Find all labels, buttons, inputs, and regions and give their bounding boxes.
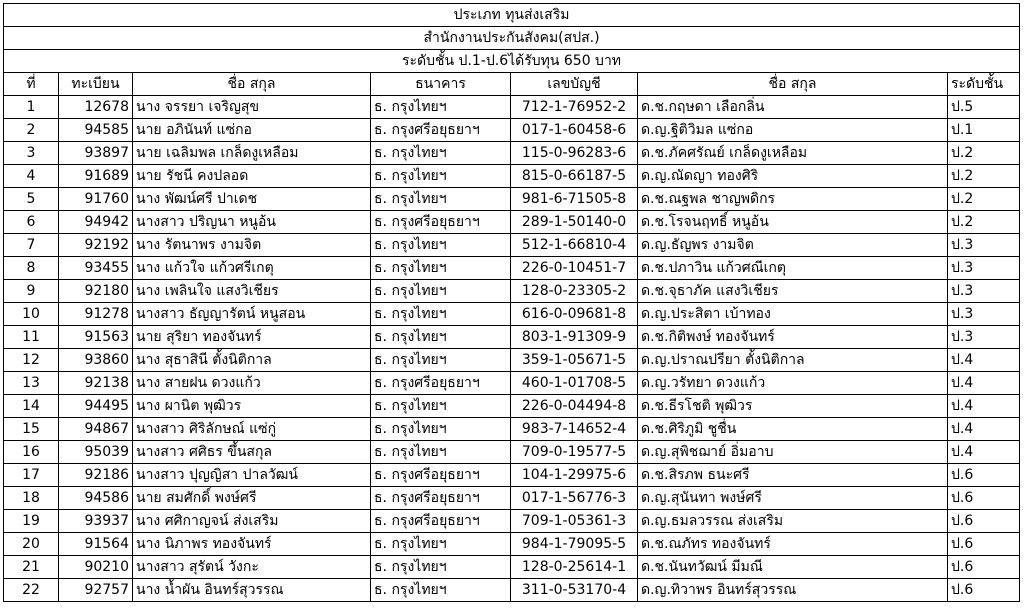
cell-account: 289-1-50140-0 xyxy=(511,211,638,234)
cell-registration: 91760 xyxy=(59,188,133,211)
cell-parent-name: นางสาว ศศิธร ขึ้นสกุล xyxy=(133,441,371,464)
cell-grade: ป.6 xyxy=(948,556,1020,579)
cell-student-name: ด.ช.ธีรโชติ พุฒิวร xyxy=(638,395,948,418)
sheet-title: ประเภท ทุนส่งเสริม xyxy=(4,4,1020,27)
cell-account: 104-1-29975-6 xyxy=(511,464,638,487)
table-row xyxy=(4,280,1020,303)
cell-account: 984-1-79095-5 xyxy=(511,533,638,556)
table-row xyxy=(4,96,1020,119)
cell-bank: ธ. กรุงศรีอยุธยาฯ xyxy=(371,487,511,510)
table-row xyxy=(4,579,1020,602)
cell-student-name: ด.ช.กฤษดา เลือกลิ่น xyxy=(638,96,948,119)
cell-bank: ธ. กรุงศรีอยุธยาฯ xyxy=(371,372,511,395)
cell-grade: ป.6 xyxy=(948,533,1020,556)
cell-registration: 92180 xyxy=(59,280,133,303)
cell-grade: ป.3 xyxy=(948,234,1020,257)
cell-bank: ธ. กรุงไทยฯ xyxy=(371,96,511,119)
cell-bank: ธ. กรุงไทยฯ xyxy=(371,188,511,211)
cell-bank: ธ. กรุงไทยฯ xyxy=(371,303,511,326)
cell-grade: ป.5 xyxy=(948,96,1020,119)
cell-no: 2 xyxy=(4,119,59,142)
cell-parent-name: นางสาว ศิริลักษณ์ แซ่กู่ xyxy=(133,418,371,441)
cell-bank: ธ. กรุงไทยฯ xyxy=(371,165,511,188)
cell-student-name: ด.ช.ณฐพล ชาญพดิกร xyxy=(638,188,948,211)
cell-registration: 91563 xyxy=(59,326,133,349)
cell-no: 18 xyxy=(4,487,59,510)
cell-bank: ธ. กรุงไทยฯ xyxy=(371,257,511,280)
cell-account: 512-1-66810-4 xyxy=(511,234,638,257)
table-row xyxy=(4,464,1020,487)
cell-student-name: ด.ช.กิติพงษ์ ทองจันทร์ xyxy=(638,326,948,349)
cell-registration: 93455 xyxy=(59,257,133,280)
cell-parent-name: นาย สุริยา ทองจันทร์ xyxy=(133,326,371,349)
cell-parent-name: นาย เฉลิมพล เกล็ดงูเหลือม xyxy=(133,142,371,165)
cell-bank: ธ. กรุงไทยฯ xyxy=(371,349,511,372)
table-row xyxy=(4,188,1020,211)
cell-no: 8 xyxy=(4,257,59,280)
cell-grade: ป.4 xyxy=(948,441,1020,464)
cell-registration: 92192 xyxy=(59,234,133,257)
cell-grade: ป.2 xyxy=(948,165,1020,188)
cell-account: 709-0-19577-5 xyxy=(511,441,638,464)
cell-parent-name: นาง นิภาพร ทองจันทร์ xyxy=(133,533,371,556)
cell-account: 226-0-10451-7 xyxy=(511,257,638,280)
table-row xyxy=(4,349,1020,372)
cell-registration: 93860 xyxy=(59,349,133,372)
cell-bank: ธ. กรุงไทยฯ xyxy=(371,533,511,556)
cell-student-name: ด.ญ.สุนันทา พงษ์ศรี xyxy=(638,487,948,510)
cell-account: 709-1-05361-3 xyxy=(511,510,638,533)
scholarship-table xyxy=(3,3,1020,602)
cell-parent-name: นาย รัชนี คงปลอด xyxy=(133,165,371,188)
cell-no: 16 xyxy=(4,441,59,464)
cell-parent-name: นาง ศศิกาญจน์ ส่งเสริม xyxy=(133,510,371,533)
cell-student-name: ด.ช.ศิริภูมิ ชูชื่น xyxy=(638,418,948,441)
cell-student-name: ด.ญ.ปราณปรียา ตั้งนิติกาล xyxy=(638,349,948,372)
cell-student-name: ด.ช.นันทวัฒน์ มีมณี xyxy=(638,556,948,579)
cell-account: 815-0-66187-5 xyxy=(511,165,638,188)
cell-account: 981-6-71505-8 xyxy=(511,188,638,211)
cell-grade: ป.4 xyxy=(948,372,1020,395)
cell-parent-name: นาง แก้วใจ แก้วศรีเกตุ xyxy=(133,257,371,280)
table-row xyxy=(4,533,1020,556)
table-row xyxy=(4,142,1020,165)
cell-account: 712-1-76952-2 xyxy=(511,96,638,119)
cell-grade: ป.3 xyxy=(948,303,1020,326)
cell-parent-name: นางสาว ธัญญารัตน์ หนูสอน xyxy=(133,303,371,326)
cell-no: 10 xyxy=(4,303,59,326)
cell-account: 017-1-56776-3 xyxy=(511,487,638,510)
cell-registration: 91689 xyxy=(59,165,133,188)
cell-registration: 94495 xyxy=(59,395,133,418)
table-row xyxy=(4,303,1020,326)
table-row xyxy=(4,441,1020,464)
column-header-registration: ทะเบียน xyxy=(59,73,133,96)
cell-student-name: ด.ช.จุธาภัค แสงวิเชียร xyxy=(638,280,948,303)
cell-grade: ป.4 xyxy=(948,418,1020,441)
cell-registration: 94867 xyxy=(59,418,133,441)
cell-registration: 92757 xyxy=(59,579,133,602)
cell-student-name: ด.ญ.วรัทยา ดวงแก้ว xyxy=(638,372,948,395)
cell-registration: 93937 xyxy=(59,510,133,533)
cell-grade: ป.4 xyxy=(948,349,1020,372)
cell-registration: 90210 xyxy=(59,556,133,579)
cell-account: 115-0-96283-6 xyxy=(511,142,638,165)
cell-registration: 92138 xyxy=(59,372,133,395)
cell-registration: 12678 xyxy=(59,96,133,119)
cell-registration: 93897 xyxy=(59,142,133,165)
cell-parent-name: นาง เพลินใจ แสงวิเชียร xyxy=(133,280,371,303)
table-row xyxy=(4,510,1020,533)
table-row xyxy=(4,165,1020,188)
table-row xyxy=(4,211,1020,234)
column-header-grade: ระดับชั้น xyxy=(948,73,1020,96)
cell-parent-name: นาง สายฝน ดวงแก้ว xyxy=(133,372,371,395)
cell-registration: 94942 xyxy=(59,211,133,234)
cell-parent-name: นางสาว ปุญญิสา ปาลวัฒน์ xyxy=(133,464,371,487)
cell-no: 22 xyxy=(4,579,59,602)
cell-account: 359-1-05671-5 xyxy=(511,349,638,372)
cell-parent-name: นาย สมศักดิ์ พงษ์ศรี xyxy=(133,487,371,510)
cell-no: 7 xyxy=(4,234,59,257)
grant-level: ระดับชั้น ป.1-ป.6ได้รับทุน 650 บาท xyxy=(4,50,1020,73)
cell-grade: ป.4 xyxy=(948,395,1020,418)
table-row xyxy=(4,257,1020,280)
cell-grade: ป.2 xyxy=(948,142,1020,165)
table-row xyxy=(4,395,1020,418)
cell-student-name: ด.ญ.ทิวาพร อินทร์สุวรรณ xyxy=(638,579,948,602)
cell-bank: ธ. กรุงศรีอยุธยาฯ xyxy=(371,119,511,142)
cell-parent-name: นาง น้ำผัน อินทร์สุวรรณ xyxy=(133,579,371,602)
cell-student-name: ด.ญ.ธมลวรรณ ส่งเสริม xyxy=(638,510,948,533)
cell-account: 983-7-14652-4 xyxy=(511,418,638,441)
cell-bank: ธ. กรุงไทยฯ xyxy=(371,142,511,165)
cell-parent-name: นาง รัตนาพร งามจิต xyxy=(133,234,371,257)
cell-bank: ธ. กรุงไทยฯ xyxy=(371,395,511,418)
cell-no: 1 xyxy=(4,96,59,119)
cell-parent-name: นางสาว สุรัตน์ วังกะ xyxy=(133,556,371,579)
cell-no: 20 xyxy=(4,533,59,556)
cell-registration: 91278 xyxy=(59,303,133,326)
cell-account: 803-1-91309-9 xyxy=(511,326,638,349)
cell-no: 4 xyxy=(4,165,59,188)
table-row xyxy=(4,487,1020,510)
cell-account: 226-0-04494-8 xyxy=(511,395,638,418)
cell-grade: ป.2 xyxy=(948,211,1020,234)
cell-parent-name: นาง สุธาสินี ตั้งนิติกาล xyxy=(133,349,371,372)
cell-student-name: ด.ญ.ประสิตา เบ้าทอง xyxy=(638,303,948,326)
cell-student-name: ด.ช.ภัคศรัณย์ เกล็ดงูเหลือม xyxy=(638,142,948,165)
cell-no: 6 xyxy=(4,211,59,234)
cell-bank: ธ. กรุงไทยฯ xyxy=(371,556,511,579)
cell-account: 616-0-09681-8 xyxy=(511,303,638,326)
cell-registration: 95039 xyxy=(59,441,133,464)
cell-bank: ธ. กรุงศรีอยุธยาฯ xyxy=(371,464,511,487)
cell-grade: ป.6 xyxy=(948,510,1020,533)
cell-no: 12 xyxy=(4,349,59,372)
cell-no: 3 xyxy=(4,142,59,165)
cell-grade: ป.2 xyxy=(948,188,1020,211)
cell-bank: ธ. กรุงไทยฯ xyxy=(371,418,511,441)
column-header-student-name: ชื่อ สกุล xyxy=(638,73,948,96)
office-name: สำนักงานประกันสังคม(สปส.) xyxy=(4,27,1020,50)
cell-account: 311-0-53170-4 xyxy=(511,579,638,602)
cell-registration: 91564 xyxy=(59,533,133,556)
cell-no: 14 xyxy=(4,395,59,418)
cell-parent-name: นาย อภินันท์ แซ่กอ xyxy=(133,119,371,142)
cell-no: 5 xyxy=(4,188,59,211)
cell-bank: ธ. กรุงศรีอยุธยาฯ xyxy=(371,211,511,234)
cell-grade: ป.1 xyxy=(948,119,1020,142)
table-row xyxy=(4,418,1020,441)
table-row xyxy=(4,234,1020,257)
cell-grade: ป.6 xyxy=(948,487,1020,510)
cell-parent-name: นาง ผานิต พุฒิวร xyxy=(133,395,371,418)
cell-parent-name: นาง จรรยา เจริญสุข xyxy=(133,96,371,119)
cell-bank: ธ. กรุงไทยฯ xyxy=(371,441,511,464)
cell-student-name: ด.ญ.ฐิติวิมล แซ่กอ xyxy=(638,119,948,142)
cell-registration: 94585 xyxy=(59,119,133,142)
cell-parent-name: นาง พัฒน์ศรี ปาเดช xyxy=(133,188,371,211)
cell-no: 11 xyxy=(4,326,59,349)
cell-account: 017-1-60458-6 xyxy=(511,119,638,142)
cell-no: 15 xyxy=(4,418,59,441)
column-header-account: เลขบัญชี xyxy=(511,73,638,96)
table-row xyxy=(4,556,1020,579)
cell-no: 21 xyxy=(4,556,59,579)
cell-registration: 92186 xyxy=(59,464,133,487)
cell-bank: ธ. กรุงศรีอยุธยาฯ xyxy=(371,510,511,533)
cell-account: 128-0-25614-1 xyxy=(511,556,638,579)
cell-bank: ธ. กรุงไทยฯ xyxy=(371,234,511,257)
cell-no: 9 xyxy=(4,280,59,303)
cell-no: 19 xyxy=(4,510,59,533)
cell-bank: ธ. กรุงไทยฯ xyxy=(371,280,511,303)
cell-student-name: ด.ญ.ธัญพร งามจิต xyxy=(638,234,948,257)
title-row xyxy=(4,4,1020,27)
cell-bank: ธ. กรุงไทยฯ xyxy=(371,326,511,349)
cell-account: 460-1-01708-5 xyxy=(511,372,638,395)
cell-student-name: ด.ญ.สุพิชฌาย์ อิ่มอาบ xyxy=(638,441,948,464)
cell-student-name: ด.ช.โรจนฤทธิ์ หนูอ้น xyxy=(638,211,948,234)
cell-bank: ธ. กรุงไทยฯ xyxy=(371,579,511,602)
column-header-row xyxy=(4,73,1020,96)
cell-grade: ป.3 xyxy=(948,280,1020,303)
cell-parent-name: นางสาว ปริญนา หนูอ้น xyxy=(133,211,371,234)
cell-grade: ป.6 xyxy=(948,464,1020,487)
cell-grade: ป.6 xyxy=(948,579,1020,602)
table-row xyxy=(4,326,1020,349)
cell-grade: ป.3 xyxy=(948,326,1020,349)
cell-no: 13 xyxy=(4,372,59,395)
cell-account: 128-0-23305-2 xyxy=(511,280,638,303)
column-header-bank: ธนาคาร xyxy=(371,73,511,96)
cell-student-name: ด.ช.ณภัทร ทองจันทร์ xyxy=(638,533,948,556)
cell-registration: 94586 xyxy=(59,487,133,510)
level-row xyxy=(4,50,1020,73)
column-header-no: ที่ xyxy=(4,73,59,96)
table-row xyxy=(4,119,1020,142)
cell-student-name: ด.ญ.ณัดญา ทองศิริ xyxy=(638,165,948,188)
cell-student-name: ด.ช.ปภาวิน แก้วศณีเกตุ xyxy=(638,257,948,280)
cell-grade: ป.3 xyxy=(948,257,1020,280)
table-row xyxy=(4,372,1020,395)
cell-no: 17 xyxy=(4,464,59,487)
column-header-parent-name: ชื่อ สกุล xyxy=(133,73,371,96)
office-row xyxy=(4,27,1020,50)
cell-student-name: ด.ช.สิรภพ ธนะศรี xyxy=(638,464,948,487)
